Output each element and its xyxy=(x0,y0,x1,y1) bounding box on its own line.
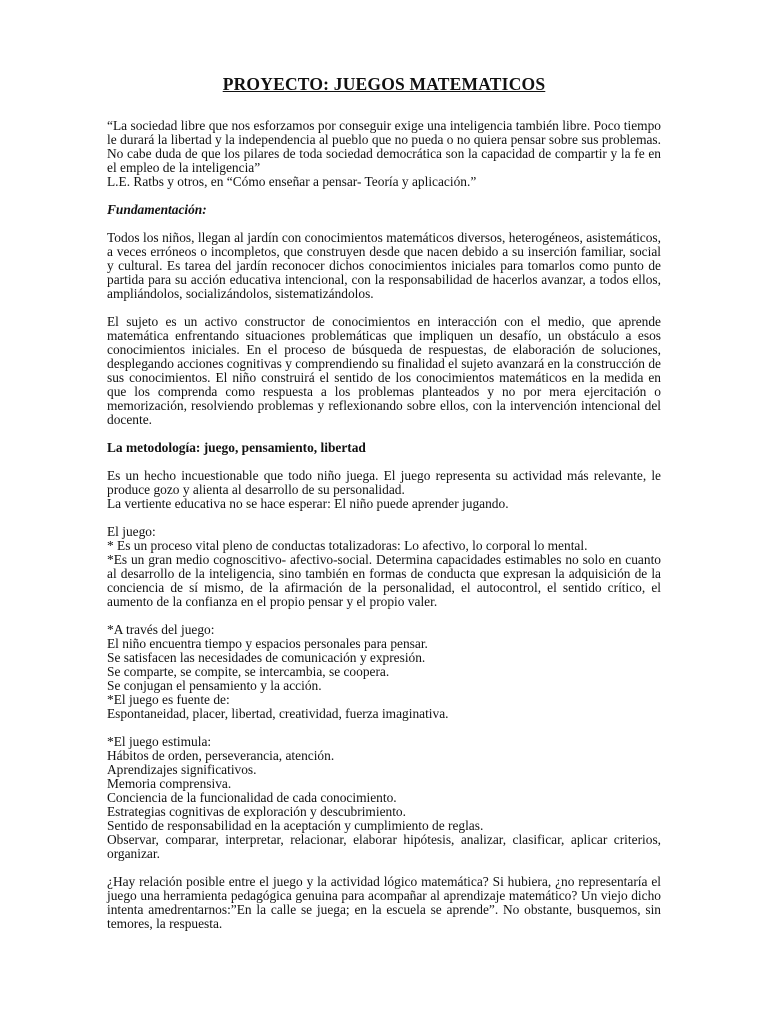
fuente-label: *El juego es fuente de: xyxy=(107,692,230,707)
fundamentacion-paragraph-2: El sujeto es un activo constructor de conocimientos en interacción con el medio, que aprende matemática enfrentando situaciones problemáticas que impliquen un desafío, un obstáculo a esos conocimientos iniciales. En el proceso de búsqueda de respuestas, de elaboración de soluciones, desplegando acciones cognitivas y comprendiendo su finalidad el sujeto avanzará en la construcción de sus conocimientos. El niño construirá el sentido de los conocimientos matemáticos en la medida en que los comprenda como respuesta a los problemas planteados y no por mera ejercitación o memorización, resolviendo problemas y reflexionando sobre ellos, con la intervención intencional del docente. xyxy=(107,314,661,427)
metodologia-paragraph-1b: La vertiente educativa no se hace esperar: El niño puede aprender jugando. xyxy=(107,496,509,511)
list-item: Se comparte, se compite, se intercambia, se coopera. xyxy=(107,664,390,679)
list-item: Conciencia de la funcionalidad de cada conocimiento. xyxy=(107,790,397,805)
estimula-last-item: Observar, comparar, interpretar, relacionar, elaborar hipótesis, analizar, clasificar, aplicar criterios, organizar. xyxy=(107,832,661,861)
juego-bullet-2: *Es un gran medio cognoscitivo- afectivo-social. Determina capacidades estimables no solo en cuanto al desarrollo de la inteligencia, sino también en formas de conducta que expresan la adquisición de la conciencia de sí mismo, de la afirmación de la personalidad, el autocontrol, el sentido crítico, el aumento de la confianza en el propio pensar y el propio valer. xyxy=(107,552,661,609)
list-item: Se satisfacen las necesidades de comunicación y expresión. xyxy=(107,650,426,665)
section-heading-metodologia: La metodología: juego, pensamiento, libertad xyxy=(107,440,366,455)
estimula-block xyxy=(107,735,661,861)
traves-label: *A través del juego: xyxy=(107,622,215,637)
fuente-text: Espontaneidad, placer, libertad, creatividad, fuerza imaginativa. xyxy=(107,706,449,721)
quote-source: L.E. Ratbs y otros, en “Cómo enseñar a pensar- Teoría y aplicación.” xyxy=(107,174,477,189)
fundamentacion-paragraph-1: Todos los niños, llegan al jardín con conocimientos matemáticos diversos, heterogéneos, asistemáticos, a veces erróneos o incompletos, que construyen desde que nacen debido a su inserción familiar, social y cultural. Es tarea del jardín reconocer dichos conocimientos iniciales para tomarlos como punto de partida para su acción educativa intencional, con la responsabilidad de hacerlos avanzar, a todos ellos, ampliándolos, socializándolos, sistematizándolos. xyxy=(107,230,661,301)
section-heading-fundamentacion: Fundamentación: xyxy=(107,202,207,217)
juego-block xyxy=(107,525,661,609)
list-item: Se conjugan el pensamiento y la acción. xyxy=(107,678,322,693)
list-item: Sentido de responsabilidad en la aceptación y cumplimiento de reglas. xyxy=(107,818,484,833)
juego-bullet-1: * Es un proceso vital pleno de conductas totalizadoras: Lo afectivo, lo corporal lo mental. xyxy=(107,538,588,553)
list-item: Memoria comprensiva. xyxy=(107,776,232,791)
epigraph-quote xyxy=(107,119,661,189)
quote-text: “La sociedad libre que nos esforzamos por conseguir exige una inteligencia también libre. Poco tiempo le durará la libertad y la independencia al pueblo que no pueda o no quiera pensar sobre sus problemas. No cabe duda de que los pilares de toda sociedad democrática son la capacidad de compartir y la fe en el empleo de la inteligencia” xyxy=(107,118,661,175)
list-item: El niño encuentra tiempo y espacios personales para pensar. xyxy=(107,636,428,651)
list-item: Aprendizajes significativos. xyxy=(107,762,257,777)
metodologia-intro xyxy=(107,469,661,511)
document-title: PROYECTO: JUEGOS MATEMATICOS xyxy=(222,74,546,94)
list-item: Estrategias cognitivas de exploración y descubrimiento. xyxy=(107,804,406,819)
list-item: Hábitos de orden, perseverancia, atención. xyxy=(107,748,335,763)
traves-block xyxy=(107,623,661,721)
juego-label: El juego: xyxy=(107,524,156,539)
final-paragraph: ¿Hay relación posible entre el juego y la actividad lógico matemática? Si hubiera, ¿no representaría el juego una herramienta pedagógica genuina para acompañar al aprendizaje matemático? Un viejo dicho intenta amedrentarnos:”En la calle se juega; en la escuela se aprende”. No obstante, busquemos, sin temores, la respuesta. xyxy=(107,874,661,931)
estimula-label: *El juego estimula: xyxy=(107,734,212,749)
metodologia-paragraph-1: Es un hecho incuestionable que todo niño juega. El juego representa su actividad más relevante, le produce gozo y alienta al desarrollo de su personalidad. xyxy=(107,468,661,497)
